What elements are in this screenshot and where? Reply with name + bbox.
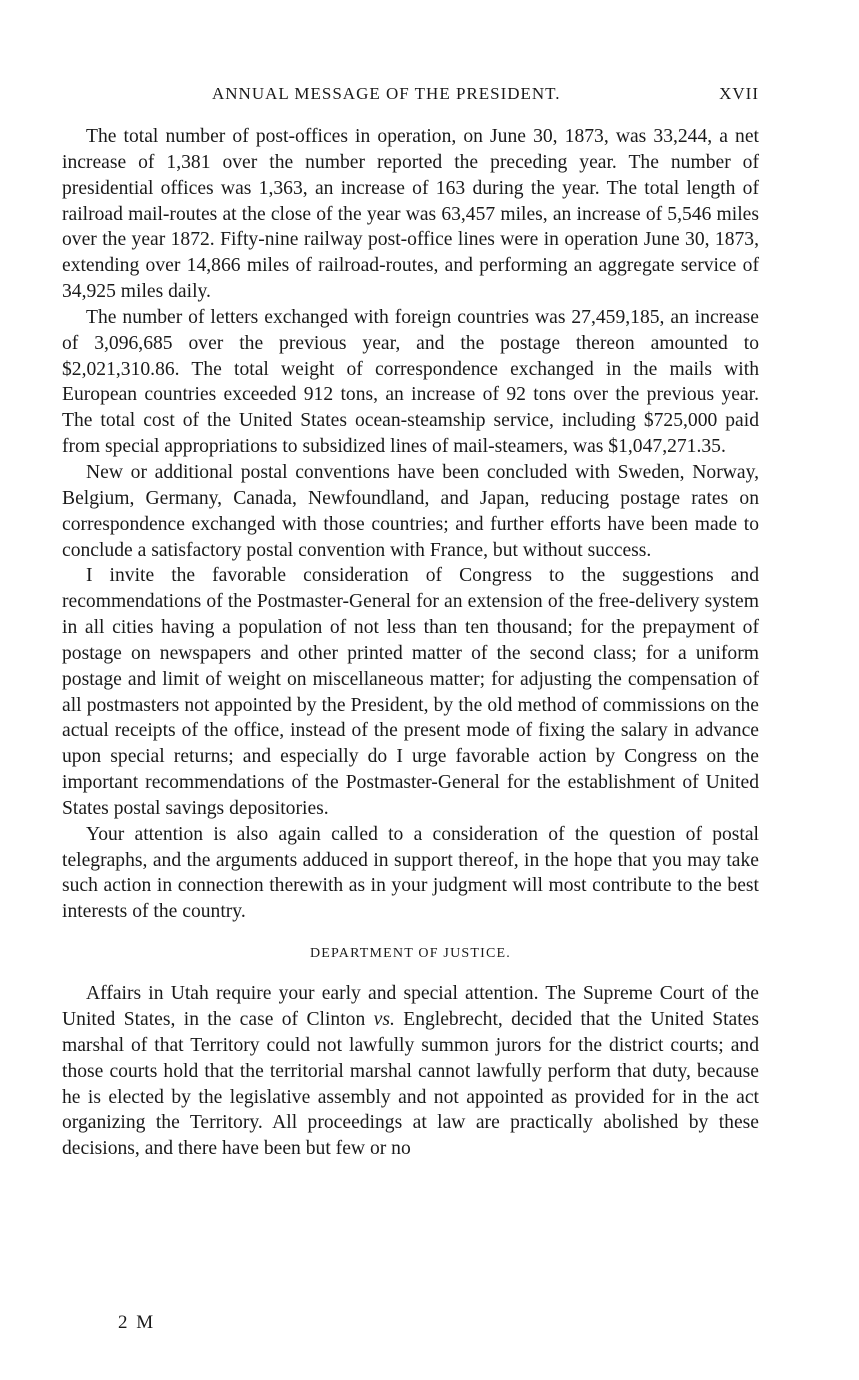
- utah-italic-vs: vs.: [373, 1009, 395, 1030]
- body-text: [62, 124, 759, 1162]
- paragraph-postal-conventions: New or additional postal conventions have been concluded with Sweden, Norway, Belgium, Germany, Canada, Newfoundland, and Japan, reducing postage rates on correspondence exchanged with those countries; and further efforts have been made to conclude a satisfactory postal convention with France, but without success.: [62, 461, 759, 561]
- utah-text-part1: Affairs in Utah require your early and special attention. The Supreme Court of the United States, in the case of Clinton: [62, 983, 759, 1030]
- paragraph-postmaster-recommendations: I invite the favorable consideration of Congress to the suggestions and recommendations of the Postmaster-General for an extension of the free-delivery system in all cities having a population of not less than ten thousand; for the prepayment of postage on newspapers and other printed matter of the second class; for a uniform postage and limit of weight on miscellaneous matter; for adjusting the compensation of all postmasters not appointed by the President, by the old method of commissions on the actual receipts of the office, instead of the present mode of fixing the salary in advance upon special returns; and especially do I urge favorable action by Congress on the important recommendations of the Postmaster-General for the establishment of United States postal savings depositories.: [62, 565, 759, 819]
- paragraph-foreign-letters: The number of letters exchanged with foreign countries was 27,459,185, an increase of 3,096,685 over the previous year, and the postage thereon amounted to $2,021,310.86. The total weight of correspondence exchanged in the mails with European countries exceeded 912 tons, an increase of 92 tons over the previous year. The total cost of the United States ocean-steamship service, including $725,000 paid from special appropriations to subsidized lines of mail-steamers, was $1,047,271.35.: [62, 306, 759, 458]
- signature-mark: 2 M: [118, 1312, 156, 1333]
- paragraph-postal-telegraphs: Your attention is also again called to a consideration of the question of postal telegraphs, and the arguments adduced in support thereof, in the hope that you may take such action in connection therewith as in your judgment will most contribute to the best interests of the country.: [62, 823, 759, 923]
- utah-text-part2: Englebrecht, decided that the United States marshal of that Territory could not lawfully summon jurors for the district courts; and those courts hold that the territorial marshal cannot lawfully perform that duty, because he is elected by the legislative assembly and not appointed as provided for in the act organizing the Territory. All proceedings at law are practically abolished by these decisions, and there have been but few or no: [62, 1009, 760, 1160]
- paragraph-post-offices: The total number of post-offices in operation, on June 30, 1873, was 33,244, a net increase of 1,381 over the number reported the preceding year. The number of presidential offices was 1,363, an increase of 163 during the year. The total length of railroad mail-routes at the close of the year was 63,457 miles, an increase of 5,546 miles over the year 1872. Fifty-nine railway post-office lines were in operation June 30, 1873, extending over 14,866 miles of railroad-routes, and performing an aggregate service of 34,925 miles daily.: [62, 126, 759, 303]
- header-title: ANNUAL MESSAGE OF THE PRESIDENT.: [212, 84, 561, 103]
- page-number: XVII: [719, 84, 759, 103]
- running-header: [62, 84, 759, 108]
- paragraph-utah-affairs: [62, 981, 759, 1162]
- section-heading: DEPARTMENT OF JUSTICE.: [310, 946, 511, 962]
